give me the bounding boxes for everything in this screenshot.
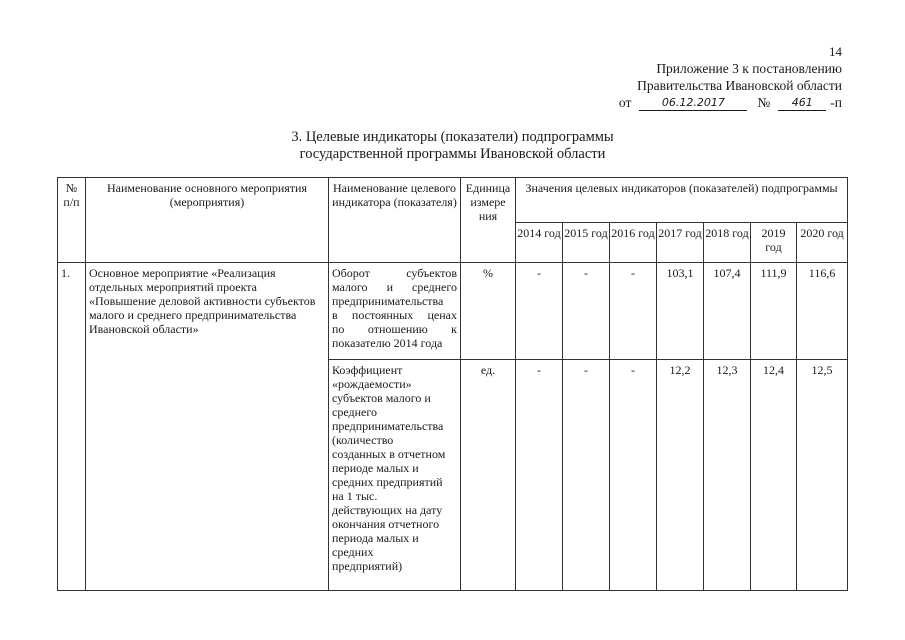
indicator-1-value-2018: 107,4 (704, 263, 751, 360)
number-label: № (757, 95, 771, 110)
indicator-1-line: в постоянных ценах (332, 308, 457, 322)
indicators-table (57, 177, 848, 591)
header-year-2018: 2018 год (704, 223, 751, 263)
header-year-2016: 2016 год (610, 223, 657, 263)
indicator-2-line: субъектов малого и (332, 391, 431, 405)
table-row (58, 263, 848, 360)
indicator-2-value-2015: - (563, 360, 610, 591)
indicator-2-line: на 1 тыс. (332, 489, 378, 503)
indicator-1-value-2014: - (516, 263, 563, 360)
indicator-2-line: средних предприятий (332, 475, 443, 489)
appendix-line-2: Правительства Ивановской области (637, 78, 842, 93)
indicator-1-value-2015: - (563, 263, 610, 360)
indicator-2-value-2014: - (516, 360, 563, 591)
row-event: Основное мероприятие «Реализация отдельных мероприятий проекта «Повышение деловой активности субъектов малого и среднего предпринимательства Ивановской области» (86, 263, 329, 591)
indicator-2-line: предпринимательства (332, 419, 444, 433)
page-number: 14 (829, 44, 842, 59)
indicator-2-line: периода малых и (332, 531, 419, 545)
indicator-2-line: предприятий) (332, 559, 403, 573)
indicator-2-line: «рождаемости» (332, 377, 412, 391)
indicator-2-value-2019: 12,4 (751, 360, 797, 591)
header-values-group: Значения целевых индикаторов (показателей) подпрограммы (516, 178, 848, 223)
indicator-1-line: Оборот субъектов (332, 266, 457, 280)
indicator-2-line: (количество (332, 433, 394, 447)
header-year-2019: 2019 год (751, 223, 797, 263)
indicator-2-value-2016: - (610, 360, 657, 591)
appendix-line-1: Приложение 3 к постановлению (656, 61, 842, 76)
appendix-block (619, 60, 842, 111)
indicator-2-value-2018: 12,3 (704, 360, 751, 591)
indicator-2-line: действующих на дату (332, 503, 443, 517)
indicator-1-value-2016: - (610, 263, 657, 360)
header-year-2014: 2014 год (516, 223, 563, 263)
header-unit: Единица измере ния (461, 178, 516, 263)
indicator-1-line: предпринимательства (332, 294, 444, 308)
indicator-1-value-2020: 116,6 (797, 263, 848, 360)
indicator-2-line: созданных в отчетном (332, 447, 446, 461)
signature-row (619, 94, 842, 111)
indicator-2-line: окончания отчетного (332, 517, 440, 531)
indicator-2-value-2017: 12,2 (657, 360, 704, 591)
handwritten-number: 461 (778, 96, 826, 111)
header-indicator: Наименование целевого индикатора (показателя) (329, 178, 461, 263)
indicator-2-line: среднего (332, 405, 377, 419)
handwritten-date: 06.12.2017 (639, 96, 747, 111)
document-title (0, 129, 905, 163)
indicator-2-unit: ед. (461, 360, 516, 591)
from-label: от (618, 95, 632, 110)
indicator-2-name (329, 360, 461, 591)
title-line-1: 3. Целевые индикаторы (показатели) подпрограммы (291, 129, 614, 145)
indicator-1-name (329, 263, 461, 360)
indicator-1-unit: % (461, 263, 516, 360)
header-year-2015: 2015 год (563, 223, 610, 263)
indicator-2-line: Коэффициент (332, 363, 403, 377)
title-line-2: государственной программы Ивановской области (299, 146, 606, 162)
header-year-2017: 2017 год (657, 223, 704, 263)
header-num: № п/п (58, 178, 86, 263)
indicator-1-line: по отношению к (332, 322, 457, 336)
number-suffix: -п (830, 95, 842, 110)
row-num: 1. (58, 263, 86, 591)
indicator-2-value-2020: 12,5 (797, 360, 848, 591)
header-year-2020: 2020 год (797, 223, 848, 263)
indicator-1-value-2017: 103,1 (657, 263, 704, 360)
indicator-1-line: малого и среднего (332, 280, 457, 294)
indicator-2-line: средних (332, 545, 374, 559)
header-event: Наименование основного мероприятия (мероприятия) (86, 178, 329, 263)
indicator-2-line: периоде малых и (332, 461, 419, 475)
indicator-1-value-2019: 111,9 (751, 263, 797, 360)
indicator-1-line: показателю 2014 года (332, 336, 443, 350)
